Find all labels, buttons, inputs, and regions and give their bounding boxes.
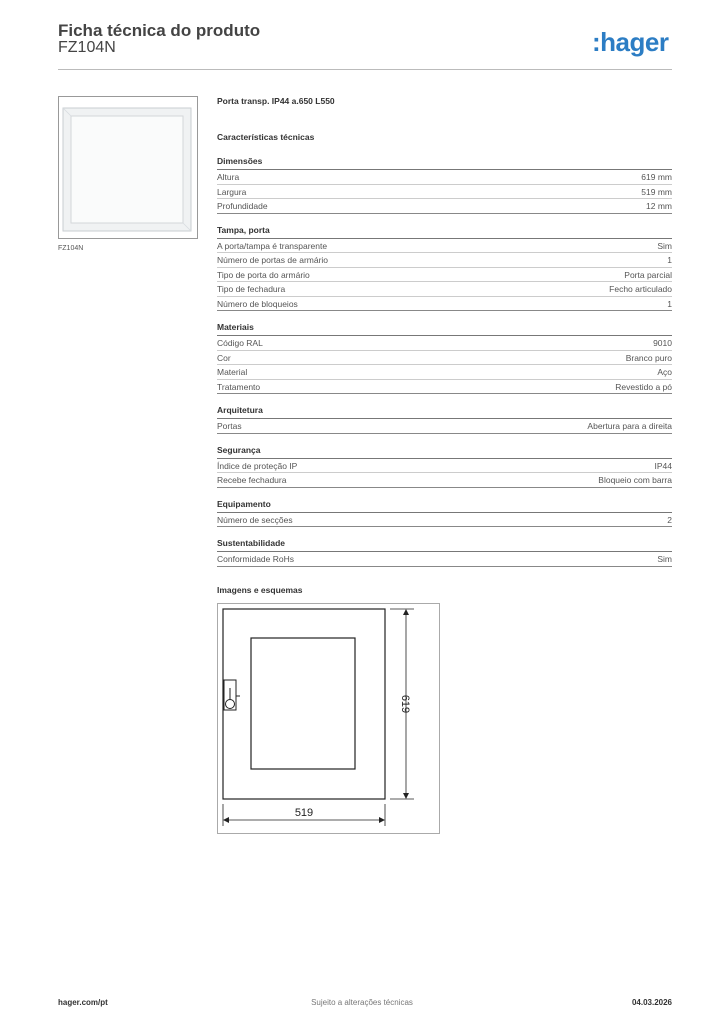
spec-label: Tipo de fechadura xyxy=(217,284,286,294)
spec-value: Fecho articulado xyxy=(609,284,672,294)
spec-row xyxy=(217,268,672,283)
spec-value: IP44 xyxy=(654,460,672,471)
spec-row xyxy=(217,380,672,395)
spec-row xyxy=(217,419,672,434)
spec-label: Código RAL xyxy=(217,338,263,348)
spec-value: 12 mm xyxy=(646,201,672,211)
spec-row xyxy=(217,473,672,488)
page-title: Ficha técnica do produto xyxy=(58,21,261,40)
product-name: Porta transp. IP44 a.650 L550 xyxy=(217,96,335,106)
spec-label: Largura xyxy=(217,186,247,197)
spec-row xyxy=(217,297,672,312)
spec-row xyxy=(217,282,672,297)
spec-value: Aço xyxy=(657,367,672,377)
spec-sections xyxy=(217,156,672,567)
spec-label: Cor xyxy=(217,352,231,363)
spec-value: Abertura para a direita xyxy=(587,421,672,431)
lock-icon xyxy=(224,680,240,710)
spec-value: 9010 xyxy=(653,338,672,348)
section-title: Tampa, porta xyxy=(217,225,672,239)
spec-row xyxy=(217,199,672,214)
spec-section xyxy=(217,445,672,488)
spec-value: Sim xyxy=(657,554,672,564)
hager-logo: :hager xyxy=(592,27,669,57)
spec-value: Branco puro xyxy=(625,352,672,363)
spec-label: Índice de proteção IP xyxy=(217,460,298,471)
spec-label: A porta/tampa é transparente xyxy=(217,240,328,251)
section-title: Sustentabilidade xyxy=(217,538,672,552)
spec-row xyxy=(217,351,672,366)
spec-row xyxy=(217,513,672,528)
spec-label: Tipo de porta do armário xyxy=(217,269,310,280)
spec-section xyxy=(217,538,672,567)
spec-section xyxy=(217,225,672,312)
spec-row xyxy=(217,365,672,380)
spec-label: Número de bloqueios xyxy=(217,298,298,309)
spec-section xyxy=(217,156,672,214)
spec-row xyxy=(217,459,672,474)
spec-label: Número de secções xyxy=(217,514,293,525)
spec-section xyxy=(217,499,672,528)
spec-row xyxy=(217,185,672,200)
spec-label: Conformidade RoHs xyxy=(217,554,295,564)
spec-row xyxy=(217,336,672,351)
technical-drawing xyxy=(217,603,440,834)
spec-label: Altura xyxy=(217,172,240,182)
characteristics-title: Características técnicas xyxy=(217,132,315,142)
spec-label: Portas xyxy=(217,421,242,431)
spec-value: Revestido a pó xyxy=(615,381,672,392)
width-dimension: 519 xyxy=(294,807,314,819)
spec-value: 519 mm xyxy=(641,186,672,197)
spec-label: Material xyxy=(217,367,248,377)
section-title: Equipamento xyxy=(217,499,672,513)
spec-value: 619 mm xyxy=(641,172,672,182)
spec-label: Profundidade xyxy=(217,201,268,211)
spec-label: Tratamento xyxy=(217,381,261,392)
product-code: FZ104N xyxy=(58,39,116,56)
spec-row xyxy=(217,239,672,254)
product-thumbnail xyxy=(58,96,198,239)
spec-value: 1 xyxy=(667,298,672,309)
spec-value: Sim xyxy=(657,240,672,251)
section-title: Segurança xyxy=(217,445,672,459)
spec-row xyxy=(217,253,672,268)
technical-characteristics xyxy=(217,96,672,578)
spec-value: 1 xyxy=(667,255,672,265)
section-title: Materiais xyxy=(217,322,672,336)
door-window xyxy=(251,638,355,769)
thumbnail-caption: FZ104N xyxy=(58,245,84,252)
footer-date: 04.03.2026 xyxy=(631,998,672,1007)
images-title: Imagens e esquemas xyxy=(217,585,303,595)
section-title: Arquitetura xyxy=(217,405,672,419)
spec-value: 2 xyxy=(667,514,672,525)
spec-label: Número de portas de armário xyxy=(217,255,329,265)
spec-row xyxy=(217,170,672,185)
spec-row xyxy=(217,552,672,567)
header-divider xyxy=(58,69,672,70)
spec-section xyxy=(217,405,672,434)
spec-value: Bloqueio com barra xyxy=(598,475,672,485)
section-title: Dimensões xyxy=(217,156,672,170)
spec-value: Porta parcial xyxy=(624,269,672,280)
height-dimension: 619 xyxy=(399,694,411,714)
footer-note: Sujeito a alterações técnicas xyxy=(311,998,413,1007)
footer-website[interactable]: hager.com/pt xyxy=(58,998,108,1007)
spec-label: Recebe fechadura xyxy=(217,475,287,485)
spec-section xyxy=(217,322,672,394)
